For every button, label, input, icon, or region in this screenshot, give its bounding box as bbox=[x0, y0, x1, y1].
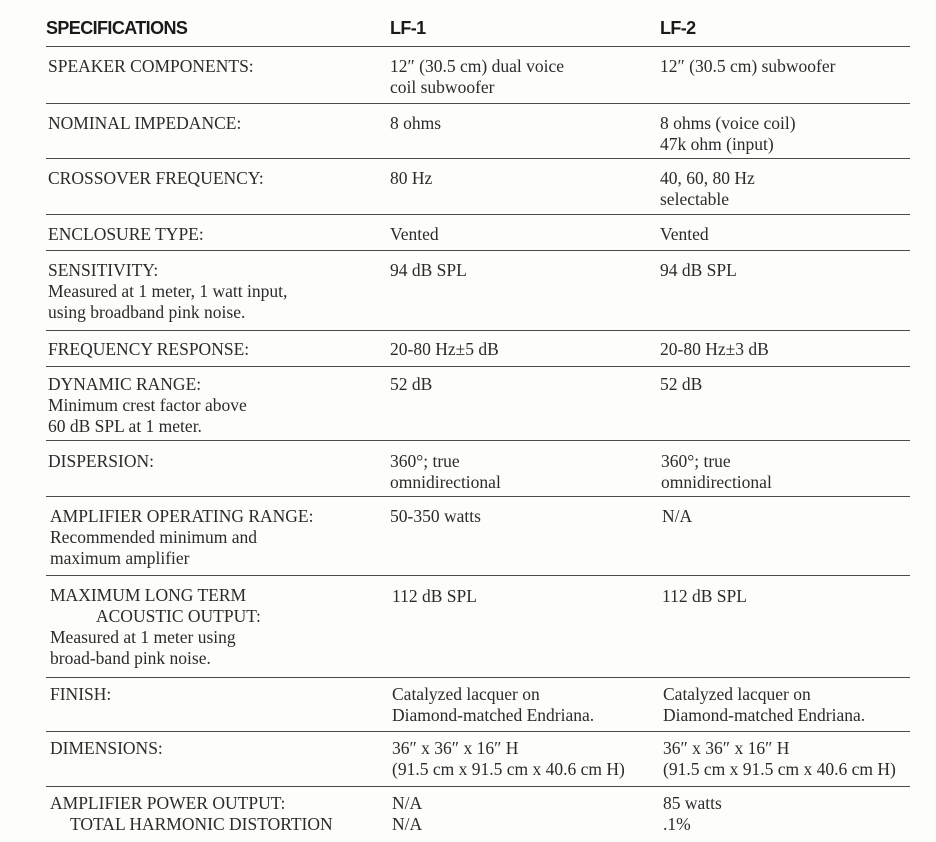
value-line: (91.5 cm x 91.5 cm x 40.6 cm H) bbox=[663, 759, 896, 779]
header-title: SPECIFICATIONS bbox=[46, 18, 188, 38]
spec-label bbox=[50, 738, 163, 759]
spec-label bbox=[48, 168, 264, 189]
spec-note: maximum amplifier bbox=[50, 548, 190, 568]
value-line: Catalyzed lacquer on bbox=[392, 684, 540, 704]
spec-note: using broadband pink noise. bbox=[48, 302, 246, 322]
value-line: 85 watts bbox=[663, 793, 722, 813]
spec-label-line: FINISH: bbox=[50, 684, 112, 704]
value-line: coil subwoofer bbox=[390, 77, 495, 97]
spec-label-line: DYNAMIC RANGE: bbox=[48, 374, 202, 394]
row-divider bbox=[46, 440, 910, 441]
value-lf1 bbox=[390, 451, 501, 493]
value-line: 360°; true bbox=[661, 451, 731, 471]
row-divider bbox=[46, 103, 910, 104]
spec-label bbox=[50, 793, 333, 835]
spec-label-line: TOTAL HARMONIC DISTORTION bbox=[70, 814, 333, 834]
value-line: 52 dB bbox=[660, 374, 703, 394]
value-lf2 bbox=[661, 451, 772, 493]
spec-label bbox=[50, 506, 313, 569]
spec-label bbox=[48, 56, 254, 77]
value-line: Catalyzed lacquer on bbox=[663, 684, 811, 704]
spec-label bbox=[48, 113, 241, 134]
value-lf2 bbox=[660, 339, 769, 360]
spec-label-line: AMPLIFIER OPERATING RANGE: bbox=[50, 506, 314, 526]
row-divider bbox=[46, 677, 910, 678]
value-line: 112 dB SPL bbox=[392, 586, 477, 606]
value-line: Vented bbox=[660, 224, 709, 244]
value-lf2 bbox=[663, 793, 722, 835]
spec-note: Minimum crest factor above bbox=[48, 395, 247, 415]
value-lf2 bbox=[660, 374, 702, 395]
row-divider bbox=[46, 330, 910, 331]
value-lf1 bbox=[390, 168, 432, 189]
value-line: 20-80 Hz±3 dB bbox=[660, 339, 769, 359]
spec-label bbox=[48, 224, 204, 245]
value-lf1 bbox=[392, 793, 422, 835]
value-lf1 bbox=[390, 374, 432, 395]
value-line: Diamond-matched Endriana. bbox=[663, 705, 866, 725]
value-line: 80 Hz bbox=[390, 168, 433, 188]
header-col-lf2: LF-2 bbox=[660, 18, 696, 38]
value-lf1 bbox=[390, 339, 499, 360]
row-divider bbox=[46, 575, 910, 576]
row-divider bbox=[46, 214, 910, 215]
value-lf2 bbox=[660, 113, 796, 155]
spec-label-line: DIMENSIONS: bbox=[50, 738, 163, 758]
value-lf1 bbox=[390, 113, 441, 134]
spec-label-line: ACOUSTIC OUTPUT: bbox=[96, 606, 261, 626]
value-lf2 bbox=[662, 506, 692, 527]
value-line: (91.5 cm x 91.5 cm x 40.6 cm H) bbox=[392, 759, 625, 779]
spec-label-line: FREQUENCY RESPONSE: bbox=[48, 339, 250, 359]
value-line: 94 dB SPL bbox=[660, 260, 737, 280]
row-divider bbox=[46, 366, 910, 367]
value-line: Diamond-matched Endriana. bbox=[392, 705, 595, 725]
value-line: N/A bbox=[392, 793, 423, 813]
spec-note: 60 dB SPL at 1 meter. bbox=[48, 416, 202, 436]
table-header bbox=[0, 0, 936, 46]
row-divider bbox=[46, 158, 910, 159]
value-lf1 bbox=[392, 738, 625, 780]
value-line: 94 dB SPL bbox=[390, 260, 467, 280]
row-divider bbox=[46, 46, 910, 47]
spec-label-line: AMPLIFIER POWER OUTPUT: bbox=[50, 793, 286, 813]
value-line: 8 ohms (voice coil) bbox=[660, 113, 796, 133]
value-line: Vented bbox=[390, 224, 439, 244]
spec-label bbox=[48, 374, 247, 437]
value-line: 360°; true bbox=[390, 451, 460, 471]
value-line: 50-350 watts bbox=[390, 506, 481, 526]
spec-note: Measured at 1 meter, 1 watt input, bbox=[48, 281, 288, 301]
value-lf1 bbox=[390, 224, 439, 245]
row-divider bbox=[46, 731, 910, 732]
value-lf1 bbox=[390, 56, 564, 98]
spec-label bbox=[48, 260, 287, 323]
spec-label-line: NOMINAL IMPEDANCE: bbox=[48, 113, 242, 133]
spec-note: broad-band pink noise. bbox=[50, 648, 211, 668]
spec-label bbox=[50, 585, 261, 669]
value-line: 20-80 Hz±5 dB bbox=[390, 339, 499, 359]
value-line: 8 ohms bbox=[390, 113, 442, 133]
spec-label bbox=[48, 339, 249, 360]
value-lf2 bbox=[660, 260, 737, 281]
spec-label-line: SPEAKER COMPONENTS: bbox=[48, 56, 254, 76]
value-lf2 bbox=[663, 738, 896, 780]
value-lf1 bbox=[392, 684, 594, 726]
value-lf2 bbox=[662, 586, 747, 607]
value-line: 52 dB bbox=[390, 374, 433, 394]
value-line: 36″ x 36″ x 16″ H bbox=[663, 738, 790, 758]
value-lf1 bbox=[390, 506, 481, 527]
value-line: 12″ (30.5 cm) subwoofer bbox=[660, 56, 836, 76]
value-line: 12″ (30.5 cm) dual voice bbox=[390, 56, 564, 76]
value-lf1 bbox=[390, 260, 467, 281]
value-lf2 bbox=[663, 684, 865, 726]
spec-label-line: ENCLOSURE TYPE: bbox=[48, 224, 204, 244]
value-line: 47k ohm (input) bbox=[660, 134, 774, 154]
row-divider bbox=[46, 496, 910, 497]
spec-label-line: DISPERSION: bbox=[48, 451, 154, 471]
spec-label bbox=[48, 451, 154, 472]
value-lf1 bbox=[392, 586, 477, 607]
value-lf2 bbox=[660, 168, 755, 210]
value-line: omnidirectional bbox=[661, 472, 772, 492]
spec-label-line: MAXIMUM LONG TERM bbox=[50, 585, 247, 605]
row-divider bbox=[46, 786, 910, 787]
spec-note: Recommended minimum and bbox=[50, 527, 258, 547]
value-line: 112 dB SPL bbox=[662, 586, 747, 606]
spec-label bbox=[50, 684, 111, 705]
header-col-lf1: LF-1 bbox=[390, 18, 426, 38]
value-line: .1% bbox=[663, 814, 691, 834]
value-line: 40, 60, 80 Hz bbox=[660, 168, 755, 188]
spec-note: Measured at 1 meter using bbox=[50, 627, 236, 647]
value-line: 36″ x 36″ x 16″ H bbox=[392, 738, 519, 758]
value-line: N/A bbox=[662, 506, 693, 526]
value-line: selectable bbox=[660, 189, 729, 209]
spec-label-line: CROSSOVER FREQUENCY: bbox=[48, 168, 264, 188]
value-lf2 bbox=[660, 224, 709, 245]
value-line: omnidirectional bbox=[390, 472, 501, 492]
value-lf2 bbox=[660, 56, 835, 77]
row-divider bbox=[46, 250, 910, 251]
spec-label-line: SENSITIVITY: bbox=[48, 260, 159, 280]
value-line: N/A bbox=[392, 814, 423, 834]
